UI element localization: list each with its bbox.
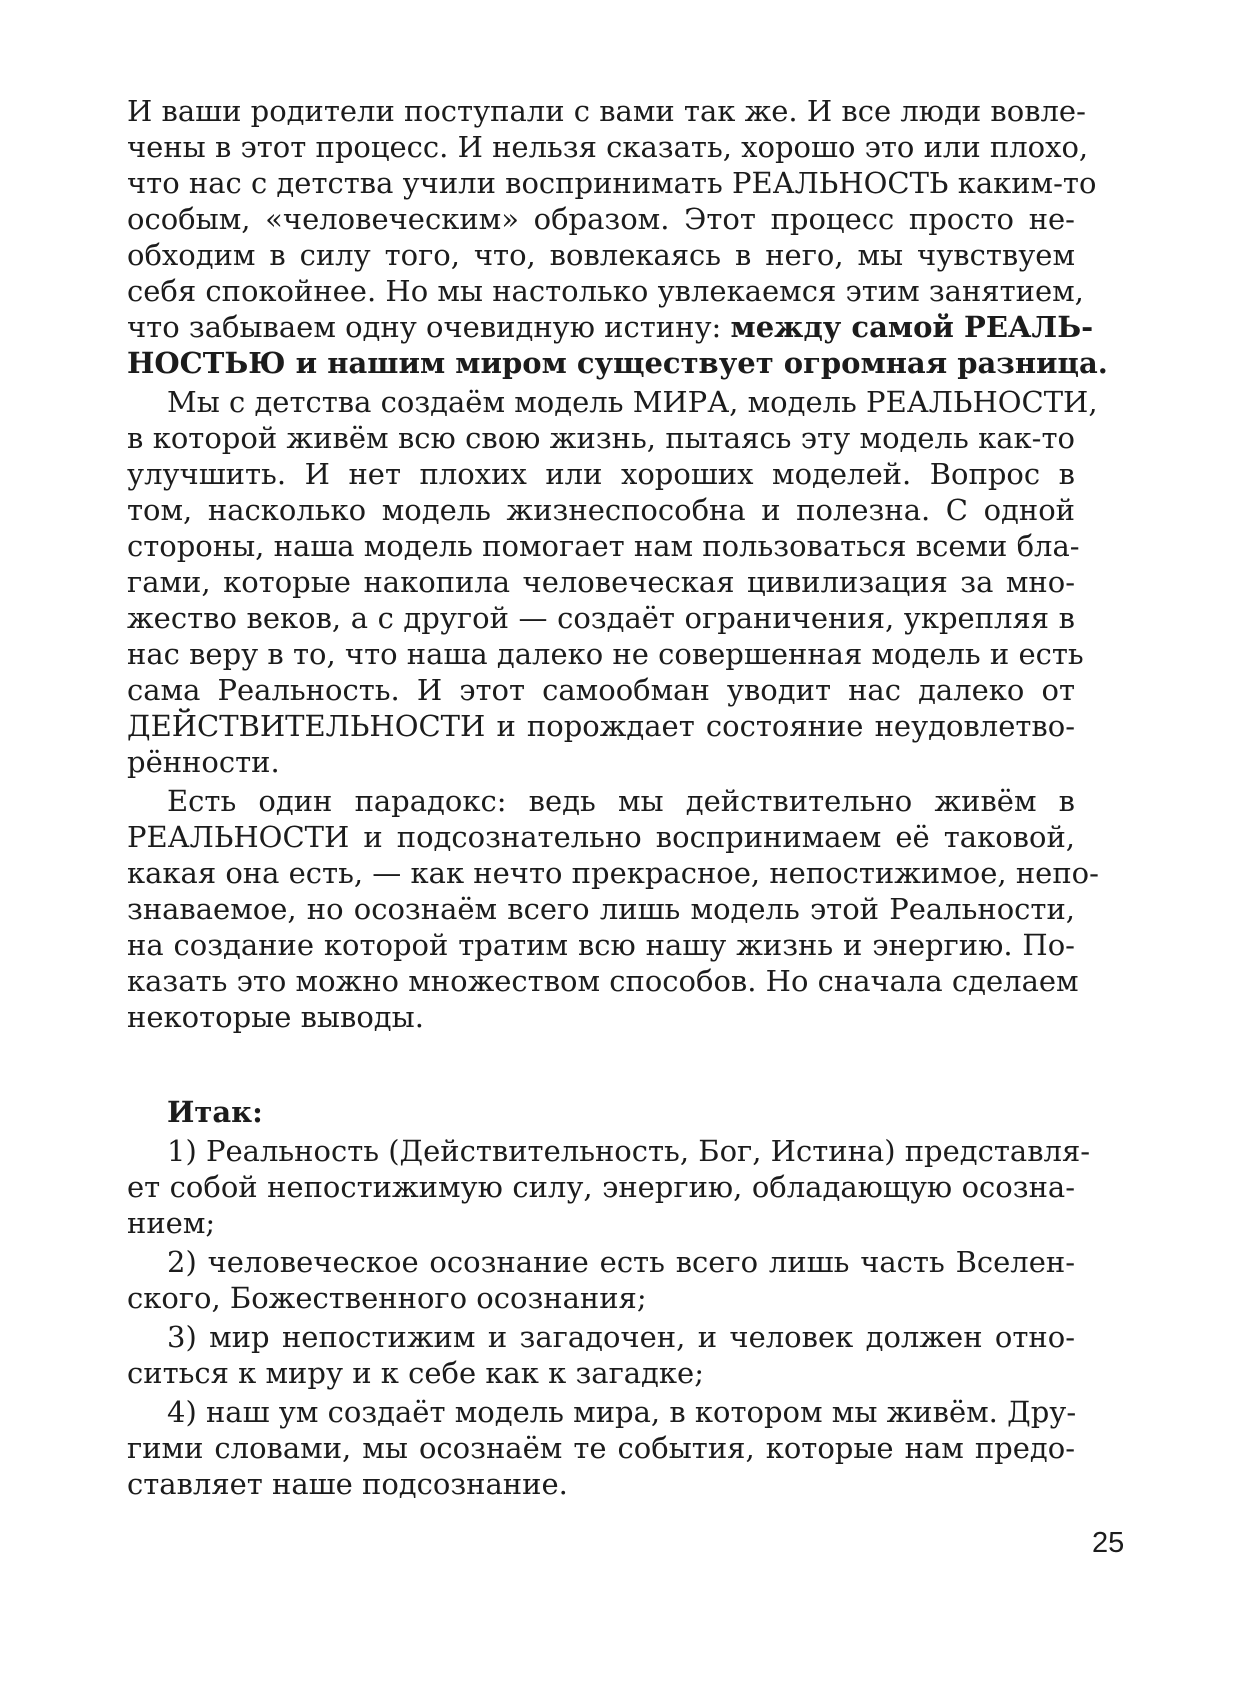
paragraph-3-line-5: на создание которой тратим всю нашу жизнь и энергию. По- [127, 928, 1075, 962]
paragraph-3-line-4: знаваемое, но осознаём всего лишь модель этой Реальности, [127, 892, 1075, 926]
paragraph-3-line-1: Есть один парадокс: ведь мы действительно живём в [167, 784, 1075, 818]
paragraph-1-line-6: себя спокойнее. Но мы настолько увлекаемся этим занятием, [127, 274, 1084, 308]
summary-item-4-line-1: 4) наш ум создаёт модель мира, в котором мы живём. Дру- [167, 1395, 1077, 1429]
paragraph-2-line-2: в которой живём всю свою жизнь, пытаясь эту модель как-то [127, 421, 1075, 455]
paragraph-1-line-4: особым, «человеческим» образом. Этот процесс просто не- [127, 202, 1075, 236]
paragraph-1-line-7-regular: что забываем одну очевидную истину: [127, 310, 731, 344]
paragraph-2-line-8: нас веру в то, что наша далеко не совершенная модель и есть [127, 637, 1084, 671]
paragraph-1-line-3: что нас с детства учили воспринимать РЕАЛЬНОСТЬ каким-то [127, 166, 1097, 200]
summary-item-4-line-2: гими словами, мы осознаём те события, которые нам предо- [127, 1431, 1075, 1465]
paragraph-3-line-7: некоторые выводы. [127, 1000, 424, 1034]
paragraph-1-line-1: И ваши родители поступали с вами так же. И все люди вовле- [127, 94, 1086, 128]
page-number: 25 [1092, 1527, 1125, 1559]
summary-item-4-line-3: ставляет наше подсознание. [127, 1467, 568, 1501]
paragraph-1-line-7-bold: между самой РЕАЛЬ- [730, 310, 1094, 344]
summary-item-3-line-2: ситься к миру и к себе как к загадке; [127, 1356, 704, 1390]
paragraph-2-line-1: Мы с детства создаём модель МИРА, модель РЕАЛЬНОСТИ, [167, 385, 1098, 419]
paragraph-2-line-10: ДЕЙСТВИТЕЛЬНОСТИ и порождает состояние неудовлетво- [127, 709, 1075, 743]
summary-item-1-line-2: ет собой непостижимую силу, энергию, обладающую осозна- [127, 1170, 1075, 1204]
paragraph-3-line-6: казать это можно множеством способов. Но сначала сделаем [127, 964, 1079, 998]
paragraph-3-line-2: РЕАЛЬНОСТИ и подсознательно воспринимаем её таковой, [127, 820, 1075, 854]
paragraph-2-line-5: стороны, наша модель помогает нам пользоваться всеми бла- [127, 529, 1080, 563]
paragraph-1-line-7 [127, 307, 1094, 347]
summary-item-1-line-3: нием; [127, 1206, 216, 1240]
paragraph-2-line-9: сама Реальность. И этот самообман уводит нас далеко от [127, 673, 1075, 707]
summary-item-1-line-1: 1) Реальность (Действительность, Бог, Истина) представля- [167, 1134, 1091, 1168]
summary-item-3-line-1: 3) мир непостижим и загадочен, и человек должен отно- [167, 1320, 1075, 1354]
paragraph-1-line-5: обходим в силу того, что, вовлекаясь в него, мы чувствуем [127, 238, 1075, 272]
paragraph-2-line-4: том, насколько модель жизнеспособна и полезна. С одной [127, 493, 1075, 527]
summary-item-2-line-1: 2) человеческое осознание есть всего лишь часть Вселен- [167, 1245, 1075, 1279]
paragraph-1-line-8: НОСТЬЮ и нашим миром существует огромная разница. [127, 346, 1108, 380]
paragraph-3-line-3: какая она есть, — как нечто прекрасное, непостижимое, непо- [127, 856, 1099, 890]
paragraph-2-line-6: гами, которые накопила человеческая цивилизация за мно- [127, 565, 1075, 599]
paragraph-1-line-2: чены в этот процесс. И нельзя сказать, хорошо это или плохо, [127, 130, 1089, 164]
paragraph-2-line-11: рённости. [127, 745, 280, 779]
summary-heading: Итак: [167, 1095, 263, 1129]
paragraph-2-line-3: улучшить. И нет плохих или хороших моделей. Вопрос в [127, 457, 1075, 491]
summary-item-2-line-2: ского, Божественного осознания; [127, 1281, 647, 1315]
paragraph-2-line-7: жество веков, а с другой — создаёт ограничения, укрепляя в [127, 601, 1075, 635]
